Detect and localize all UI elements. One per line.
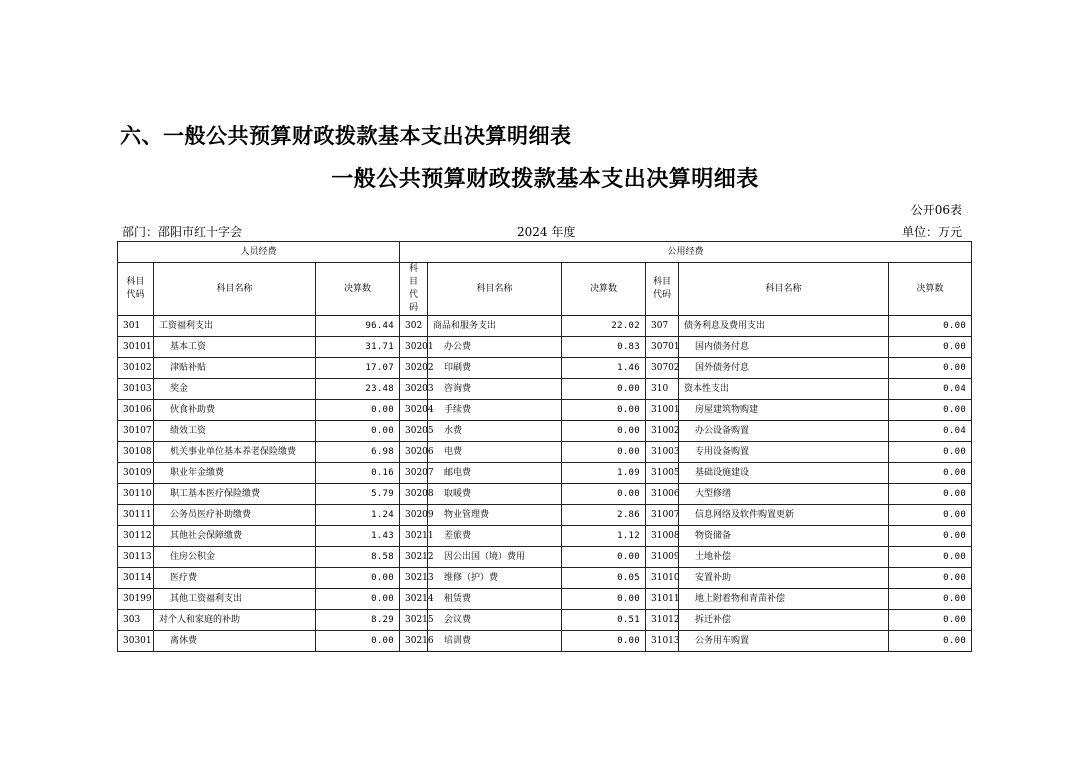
column-header-amount: 决算数	[316, 263, 400, 316]
subject-name-cell: 其他工资福利支出	[154, 589, 316, 610]
table-row	[118, 610, 972, 631]
column-header-name: 科目名称	[428, 263, 562, 316]
subject-code-cell: 31008	[646, 526, 679, 547]
amount-cell: 8.29	[316, 610, 400, 631]
amount-cell: 0.00	[889, 442, 972, 463]
subject-code-cell: 302	[400, 316, 428, 337]
amount-cell: 0.00	[889, 358, 972, 379]
subject-name-cell: 津贴补贴	[154, 358, 316, 379]
subject-code-cell: 31012	[646, 610, 679, 631]
amount-cell: 1.43	[316, 526, 400, 547]
subject-name-cell: 国内债务付息	[679, 337, 889, 358]
subject-code-cell: 30113	[118, 547, 154, 568]
subject-name-cell: 基本工资	[154, 337, 316, 358]
amount-cell: 0.00	[562, 631, 646, 652]
subject-name-cell: 对个人和家庭的补助	[154, 610, 316, 631]
subject-name-cell: 办公费	[428, 337, 562, 358]
amount-cell: 6.98	[316, 442, 400, 463]
subject-code-cell: 31013	[646, 631, 679, 652]
subject-name-cell: 债务利息及费用支出	[679, 316, 889, 337]
amount-cell: 1.24	[316, 505, 400, 526]
amount-cell: 0.00	[316, 400, 400, 421]
subject-name-cell: 离休费	[154, 631, 316, 652]
subject-name-cell: 国外债务付息	[679, 358, 889, 379]
subject-code-cell: 30199	[118, 589, 154, 610]
subject-name-cell: 会议费	[428, 610, 562, 631]
column-header-code: 科目 代码	[118, 263, 154, 316]
subject-code-cell: 30204	[400, 400, 428, 421]
subject-name-cell: 拆迁补偿	[679, 610, 889, 631]
amount-cell: 5.79	[316, 484, 400, 505]
subject-name-cell: 大型修缮	[679, 484, 889, 505]
group-header-personnel: 人员经费	[118, 242, 400, 263]
subject-name-cell: 职工基本医疗保险缴费	[154, 484, 316, 505]
amount-cell: 8.58	[316, 547, 400, 568]
table-row	[118, 316, 972, 337]
subject-name-cell: 差旅费	[428, 526, 562, 547]
table-row	[118, 442, 972, 463]
subject-name-cell: 公务员医疗补助缴费	[154, 505, 316, 526]
subject-code-cell: 30203	[400, 379, 428, 400]
subject-name-cell: 安置补助	[679, 568, 889, 589]
subject-code-cell: 31011	[646, 589, 679, 610]
subject-name-cell: 水费	[428, 421, 562, 442]
column-header-amount: 决算数	[562, 263, 646, 316]
subject-name-cell: 其他社会保障缴费	[154, 526, 316, 547]
table-row	[118, 589, 972, 610]
subject-name-cell: 手续费	[428, 400, 562, 421]
subject-name-cell: 工资福利支出	[154, 316, 316, 337]
subject-name-cell: 绩效工资	[154, 421, 316, 442]
unit-label: 单位：万元	[901, 225, 962, 239]
subject-code-cell: 30202	[400, 358, 428, 379]
subject-name-cell: 办公设备购置	[679, 421, 889, 442]
amount-cell: 22.02	[562, 316, 646, 337]
subject-code-cell: 30112	[118, 526, 154, 547]
amount-cell: 0.00	[889, 589, 972, 610]
amount-cell: 0.00	[316, 631, 400, 652]
table-row	[118, 337, 972, 358]
subject-code-cell: 31010	[646, 568, 679, 589]
subject-name-cell: 医疗费	[154, 568, 316, 589]
amount-cell: 0.16	[316, 463, 400, 484]
subject-name-cell: 维修（护）费	[428, 568, 562, 589]
subject-name-cell: 信息网络及软件购置更新	[679, 505, 889, 526]
subject-code-cell: 30103	[118, 379, 154, 400]
column-header-code: 科目 代码	[646, 263, 679, 316]
amount-cell: 1.09	[562, 463, 646, 484]
amount-cell: 0.00	[562, 421, 646, 442]
subject-name-cell: 机关事业单位基本养老保险缴费	[154, 442, 316, 463]
amount-cell: 0.00	[562, 400, 646, 421]
subject-code-cell: 30109	[118, 463, 154, 484]
table-row	[118, 421, 972, 442]
subject-code-cell: 30111	[118, 505, 154, 526]
amount-cell: 0.00	[889, 400, 972, 421]
subject-name-cell: 电费	[428, 442, 562, 463]
subject-code-cell: 30701	[646, 337, 679, 358]
amount-cell: 1.12	[562, 526, 646, 547]
subject-code-cell: 30208	[400, 484, 428, 505]
subject-name-cell: 基础设施建设	[679, 463, 889, 484]
subject-code-cell: 31009	[646, 547, 679, 568]
subject-name-cell: 伙食补助费	[154, 400, 316, 421]
subject-code-cell: 307	[646, 316, 679, 337]
subject-code-cell: 30201	[400, 337, 428, 358]
amount-cell: 0.00	[889, 631, 972, 652]
amount-cell: 0.00	[889, 484, 972, 505]
subject-code-cell: 303	[118, 610, 154, 631]
subject-code-cell: 30205	[400, 421, 428, 442]
subject-code-cell: 30213	[400, 568, 428, 589]
amount-cell: 2.86	[562, 505, 646, 526]
subject-name-cell: 邮电费	[428, 463, 562, 484]
group-header-public: 公用经费	[400, 242, 972, 263]
amount-cell: 0.00	[316, 589, 400, 610]
amount-cell: 0.05	[562, 568, 646, 589]
subject-code-cell: 30114	[118, 568, 154, 589]
subject-name-cell: 取暖费	[428, 484, 562, 505]
subject-code-cell: 30106	[118, 400, 154, 421]
table-number: 公开06表	[910, 203, 962, 217]
amount-cell: 0.00	[562, 589, 646, 610]
table-row	[118, 463, 972, 484]
fiscal-year: 2024 年度	[517, 225, 576, 239]
column-header-code: 科目 代码	[400, 263, 428, 316]
amount-cell: 1.46	[562, 358, 646, 379]
subject-code-cell: 30108	[118, 442, 154, 463]
expenditure-detail-table	[117, 241, 972, 652]
amount-cell: 23.48	[316, 379, 400, 400]
table-row	[118, 400, 972, 421]
amount-cell: 0.04	[889, 421, 972, 442]
amount-cell: 0.00	[562, 442, 646, 463]
subject-code-cell: 30101	[118, 337, 154, 358]
subject-name-cell: 培训费	[428, 631, 562, 652]
subject-code-cell: 30110	[118, 484, 154, 505]
table-row	[118, 505, 972, 526]
table-row	[118, 631, 972, 652]
amount-cell: 0.00	[316, 568, 400, 589]
subject-code-cell: 30206	[400, 442, 428, 463]
subject-name-cell: 资本性支出	[679, 379, 889, 400]
subject-name-cell: 因公出国（境）费用	[428, 547, 562, 568]
subject-code-cell: 30702	[646, 358, 679, 379]
table-row	[118, 547, 972, 568]
amount-cell: 0.51	[562, 610, 646, 631]
subject-code-cell: 31002	[646, 421, 679, 442]
subject-name-cell: 租赁费	[428, 589, 562, 610]
column-header-amount: 决算数	[889, 263, 972, 316]
subject-code-cell: 30207	[400, 463, 428, 484]
column-header-name: 科目名称	[154, 263, 316, 316]
subject-name-cell: 物资储备	[679, 526, 889, 547]
subject-code-cell: 31005	[646, 463, 679, 484]
subject-name-cell: 土地补偿	[679, 547, 889, 568]
subject-code-cell: 310	[646, 379, 679, 400]
amount-cell: 0.00	[889, 316, 972, 337]
column-header-name: 科目名称	[679, 263, 889, 316]
subject-code-cell: 31003	[646, 442, 679, 463]
amount-cell: 0.00	[889, 547, 972, 568]
amount-cell: 0.00	[562, 379, 646, 400]
subject-code-cell: 31006	[646, 484, 679, 505]
subject-code-cell: 30209	[400, 505, 428, 526]
table-row	[118, 484, 972, 505]
subject-code-cell: 31001	[646, 400, 679, 421]
subject-name-cell: 公务用车购置	[679, 631, 889, 652]
amount-cell: 17.07	[316, 358, 400, 379]
subject-code-cell: 31007	[646, 505, 679, 526]
subject-code-cell: 30107	[118, 421, 154, 442]
amount-cell: 0.00	[562, 547, 646, 568]
subject-code-cell: 30216	[400, 631, 428, 652]
amount-cell: 0.04	[889, 379, 972, 400]
department-label: 部门：邵阳市红十字会	[122, 225, 243, 239]
subject-name-cell: 印刷费	[428, 358, 562, 379]
amount-cell: 0.00	[889, 337, 972, 358]
subject-name-cell: 住房公积金	[154, 547, 316, 568]
subject-code-cell: 30212	[400, 547, 428, 568]
amount-cell: 0.00	[889, 463, 972, 484]
amount-cell: 0.83	[562, 337, 646, 358]
amount-cell: 0.00	[889, 526, 972, 547]
subject-code-cell: 30215	[400, 610, 428, 631]
amount-cell: 0.00	[889, 610, 972, 631]
amount-cell: 0.00	[316, 421, 400, 442]
subject-code-cell: 30211	[400, 526, 428, 547]
table-row	[118, 526, 972, 547]
subject-name-cell: 职业年金缴费	[154, 463, 316, 484]
table-row	[118, 379, 972, 400]
amount-cell: 96.44	[316, 316, 400, 337]
subject-name-cell: 专用设备购置	[679, 442, 889, 463]
section-heading: 六、一般公共预算财政拨款基本支出决算明细表	[120, 124, 572, 148]
table-row	[118, 358, 972, 379]
amount-cell: 0.00	[889, 568, 972, 589]
table-row	[118, 568, 972, 589]
amount-cell: 0.00	[889, 505, 972, 526]
subject-name-cell: 物业管理费	[428, 505, 562, 526]
subject-code-cell: 301	[118, 316, 154, 337]
subject-name-cell: 咨询费	[428, 379, 562, 400]
subject-name-cell: 商品和服务支出	[428, 316, 562, 337]
table-body	[118, 316, 972, 652]
amount-cell: 31.71	[316, 337, 400, 358]
subject-code-cell: 30301	[118, 631, 154, 652]
subject-code-cell: 30214	[400, 589, 428, 610]
subject-name-cell: 地上附着物和青苗补偿	[679, 589, 889, 610]
table-title: 一般公共预算财政拨款基本支出决算明细表	[331, 167, 759, 192]
subject-name-cell: 房屋建筑物购建	[679, 400, 889, 421]
subject-code-cell: 30102	[118, 358, 154, 379]
subject-name-cell: 奖金	[154, 379, 316, 400]
amount-cell: 0.00	[562, 484, 646, 505]
